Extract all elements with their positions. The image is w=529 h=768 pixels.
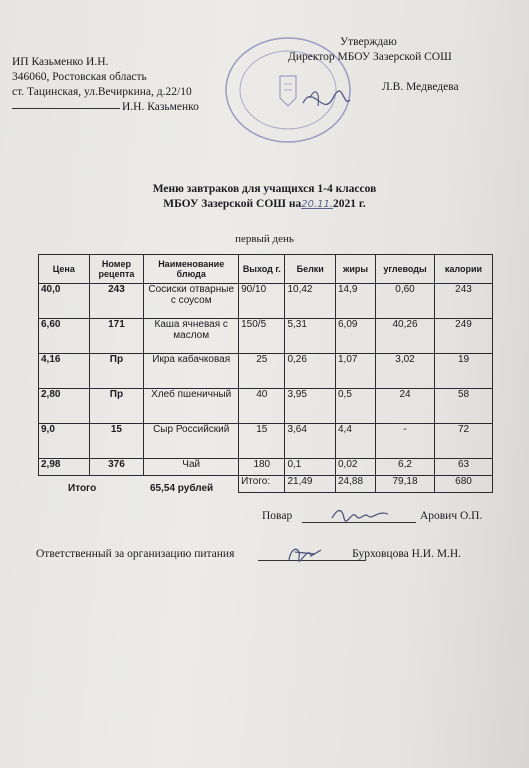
total-protein: 21,49 — [285, 476, 336, 493]
table-row — [39, 319, 493, 354]
cell-carbs: 3,02 — [376, 354, 435, 389]
title-school: МБОУ Зазерской СОШ на — [163, 198, 302, 210]
col-header-carbs: углеводы — [376, 255, 435, 284]
cell-fat: 6,09 — [336, 319, 376, 354]
cell-recipe: Пр — [89, 354, 144, 389]
cell-recipe: Пр — [89, 389, 144, 424]
col-header-recipe: Номер рецепта — [89, 255, 144, 284]
responsible-signature — [285, 542, 325, 568]
menu-title — [0, 182, 529, 212]
cell-calories: 63 — [435, 459, 493, 476]
cell-calories: 58 — [435, 389, 493, 424]
col-header-calories: калории — [435, 255, 493, 284]
cell-yield: 40 — [239, 389, 285, 424]
col-header-dish: Наименование блюда — [144, 255, 239, 284]
cell-dish: Хлеб пшеничный — [144, 389, 239, 424]
company-address-1: 346060, Ростовская область — [12, 71, 147, 83]
company-address-2: ст. Тацинская, ул.Вечиркина, д.22/10 — [12, 86, 192, 98]
cell-protein: 3,64 — [285, 424, 336, 459]
cell-price: 4,16 — [39, 354, 90, 389]
cell-recipe: 171 — [89, 319, 144, 354]
cell-calories: 72 — [435, 424, 493, 459]
cell-recipe: 15 — [89, 424, 144, 459]
cell-recipe: 243 — [89, 284, 144, 319]
cell-calories: 243 — [435, 284, 493, 319]
col-header-price: Цена — [39, 255, 90, 284]
totals-row — [39, 476, 493, 493]
cook-name: Арович О.П. — [419, 510, 483, 522]
cell-fat: 4,4 — [336, 424, 376, 459]
cell-dish: Каша ячневая с маслом — [144, 319, 239, 354]
cell-price: 40,0 — [39, 284, 90, 319]
cell-fat: 0,02 — [336, 459, 376, 476]
table-row — [39, 354, 493, 389]
responsible-label: Ответственный за организацию питания — [36, 548, 235, 560]
header-right — [288, 35, 459, 95]
cook-signature — [330, 504, 390, 524]
title-line-1: Меню завтраков для учащихся 1-4 классов — [152, 183, 377, 195]
cell-carbs: 6,2 — [376, 459, 435, 476]
cell-carbs: 24 — [376, 389, 435, 424]
cell-dish: Сосиски отварные с соусом — [144, 284, 239, 319]
cook-label: Повар — [262, 510, 293, 522]
totals-label: Итого: — [239, 476, 285, 493]
cell-price: 6,60 — [39, 319, 90, 354]
cell-yield: 25 — [239, 354, 285, 389]
company-name: ИП Казьменко И.Н. — [12, 56, 109, 68]
total-fat: 24,88 — [336, 476, 376, 493]
signature-line-left — [12, 108, 120, 109]
total-price-label: Итого — [68, 483, 97, 494]
cell-protein: 5,31 — [285, 319, 336, 354]
handwritten-date: 20.11. — [301, 199, 334, 210]
cell-price: 2,98 — [39, 459, 90, 476]
cell-yield: 150/5 — [239, 319, 285, 354]
approve-label: Утверждаю — [340, 36, 397, 48]
cell-yield: 180 — [239, 459, 285, 476]
menu-table — [38, 254, 493, 493]
cell-recipe: 376 — [89, 459, 144, 476]
cell-protein: 3,95 — [285, 389, 336, 424]
director-title: Директор МБОУ Зазерской СОШ — [288, 51, 452, 63]
company-signer: И.Н. Казьменко — [122, 101, 199, 113]
cell-fat: 1,07 — [336, 354, 376, 389]
cell-protein: 10,42 — [285, 284, 336, 319]
table-row — [39, 389, 493, 424]
cell-protein: 0,1 — [285, 459, 336, 476]
header-left — [12, 55, 199, 115]
total-price-value: 65,54 рублей — [150, 483, 214, 494]
cell-carbs: 40,26 — [376, 319, 435, 354]
col-header-protein: Белки — [285, 255, 336, 284]
cell-dish: Чай — [144, 459, 239, 476]
col-header-yield: Выход г. — [239, 255, 285, 284]
cell-dish: Икра кабачковая — [144, 354, 239, 389]
cell-price: 2,80 — [39, 389, 90, 424]
table-header-row — [39, 255, 493, 284]
table-row — [39, 284, 493, 319]
cell-calories: 19 — [435, 354, 493, 389]
cell-carbs: 0,60 — [376, 284, 435, 319]
cell-fat: 14,9 — [336, 284, 376, 319]
total-carbs: 79,18 — [376, 476, 435, 493]
title-year: 2021 г. — [333, 198, 366, 210]
cell-fat: 0,5 — [336, 389, 376, 424]
cell-yield: 15 — [239, 424, 285, 459]
responsible-signature-block — [36, 548, 461, 560]
cell-carbs: - — [376, 424, 435, 459]
day-subtitle: первый день — [235, 233, 294, 245]
responsible-name: Бурховцова Н.И. М.Н. — [352, 548, 462, 560]
col-header-fat: жиры — [336, 255, 376, 284]
table-row — [39, 459, 493, 476]
cell-protein: 0,26 — [285, 354, 336, 389]
total-calories: 680 — [435, 476, 493, 493]
director-name: Л.В. Медведева — [382, 81, 459, 93]
cell-calories: 249 — [435, 319, 493, 354]
title-line-2 — [0, 197, 529, 212]
cell-yield: 90/10 — [239, 284, 285, 319]
cell-price: 9,0 — [39, 424, 90, 459]
table-row — [39, 424, 493, 459]
cell-dish: Сыр Российский — [144, 424, 239, 459]
